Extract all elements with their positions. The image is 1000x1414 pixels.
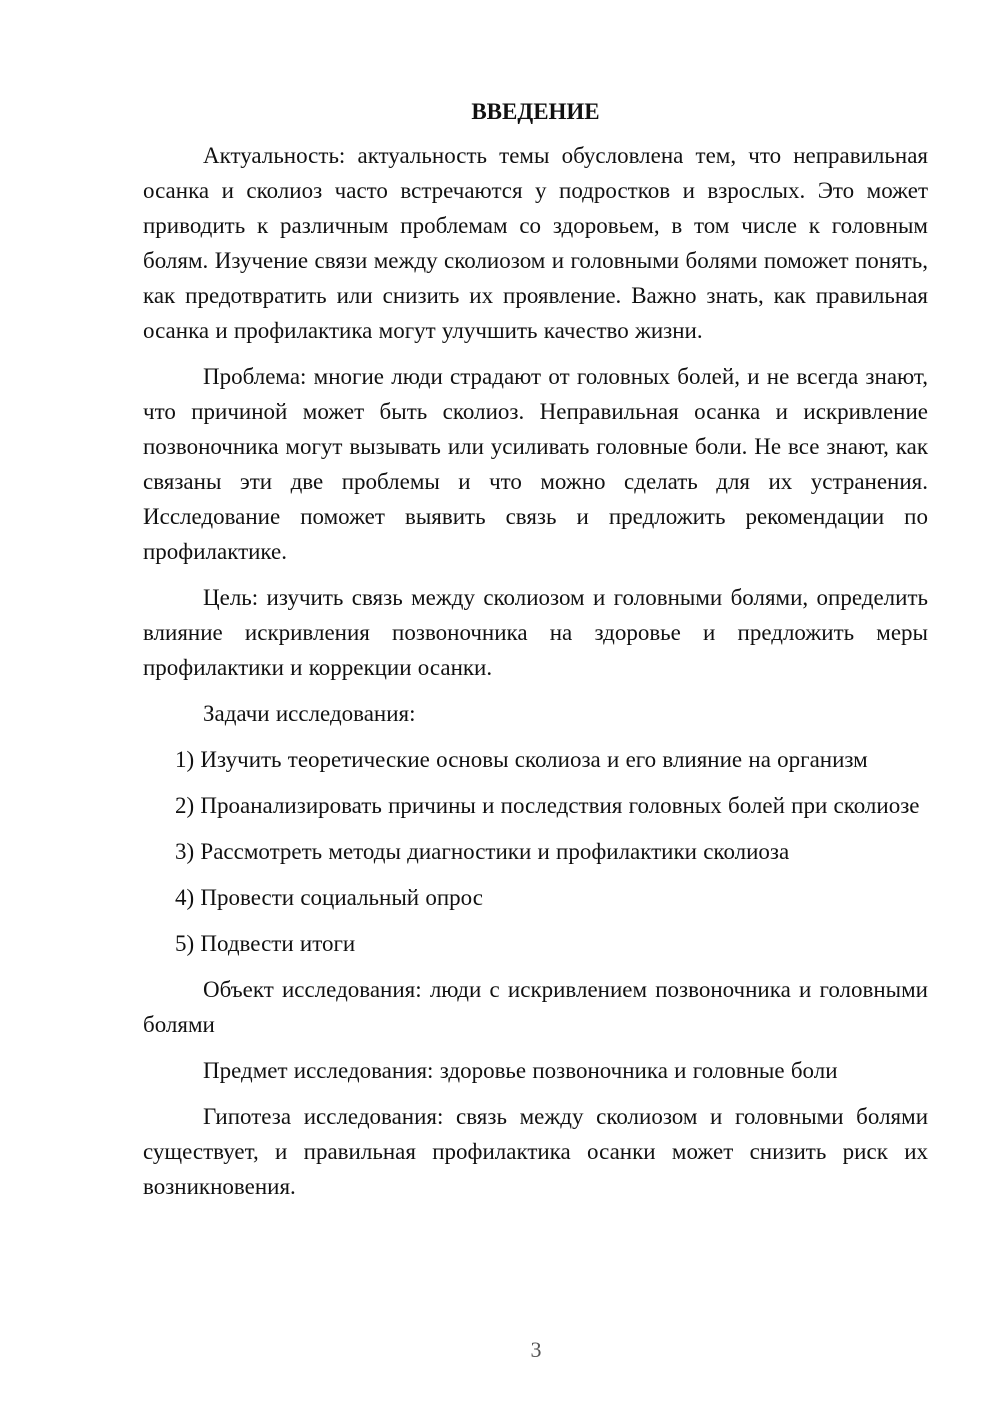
page-content bbox=[143, 94, 928, 1215]
paragraph-problem: Проблема: многие люди страдают от головных болей, и не всегда знают, что причиной может быть сколиоз. Неправильная осанка и искривление позвоночника могут вызывать или усиливать головные боли. Не все знают, как связаны эти две проблемы и что можно сделать для их устранения. Исследование поможет выявить связь и предложить рекомендации по профилактике. bbox=[143, 364, 928, 564]
task-item-1: 1) Изучить теоретические основы сколиоза и его влияние на организм bbox=[175, 747, 868, 772]
task-item-3: 3) Рассмотреть методы диагностики и профилактики сколиоза bbox=[175, 839, 790, 864]
task-item-4: 4) Провести социальный опрос bbox=[175, 885, 483, 910]
paragraph-goal: Цель: изучить связь между сколиозом и головными болями, определить влияние искривления позвоночника на здоровье и предложить меры профилактики и коррекции осанки. bbox=[143, 585, 928, 680]
task-item-5: 5) Подвести итоги bbox=[175, 931, 356, 956]
paragraph-subject: Предмет исследования: здоровье позвоночника и головные боли bbox=[203, 1058, 838, 1083]
paragraph-hypothesis: Гипотеза исследования: связь между сколиозом и головными болями существует, и правильная профилактика осанки может снизить риск их возникновения. bbox=[143, 1104, 928, 1199]
tasks-heading: Задачи исследования: bbox=[203, 701, 416, 726]
task-item-2: 2) Проанализировать причины и последствия головных болей при сколиозе bbox=[175, 793, 920, 818]
paragraph-relevance: Актуальность: актуальность темы обусловлена тем, что неправильная осанка и сколиоз часто встречаются у подростков и взрослых. Это может приводить к различным проблемам со здоровьем, в том числе к головным болям. Изучение связи между сколиозом и головными болями поможет понять, как предотвратить или снизить их проявление. Важно знать, как правильная осанка и профилактика могут улучшить качество жизни. bbox=[143, 143, 928, 343]
section-title: ВВЕДЕНИЕ bbox=[471, 99, 600, 124]
paragraph-object: Объект исследования: люди с искривлением позвоночника и головными болями bbox=[143, 977, 928, 1037]
page-number: 3 bbox=[530, 1337, 542, 1362]
